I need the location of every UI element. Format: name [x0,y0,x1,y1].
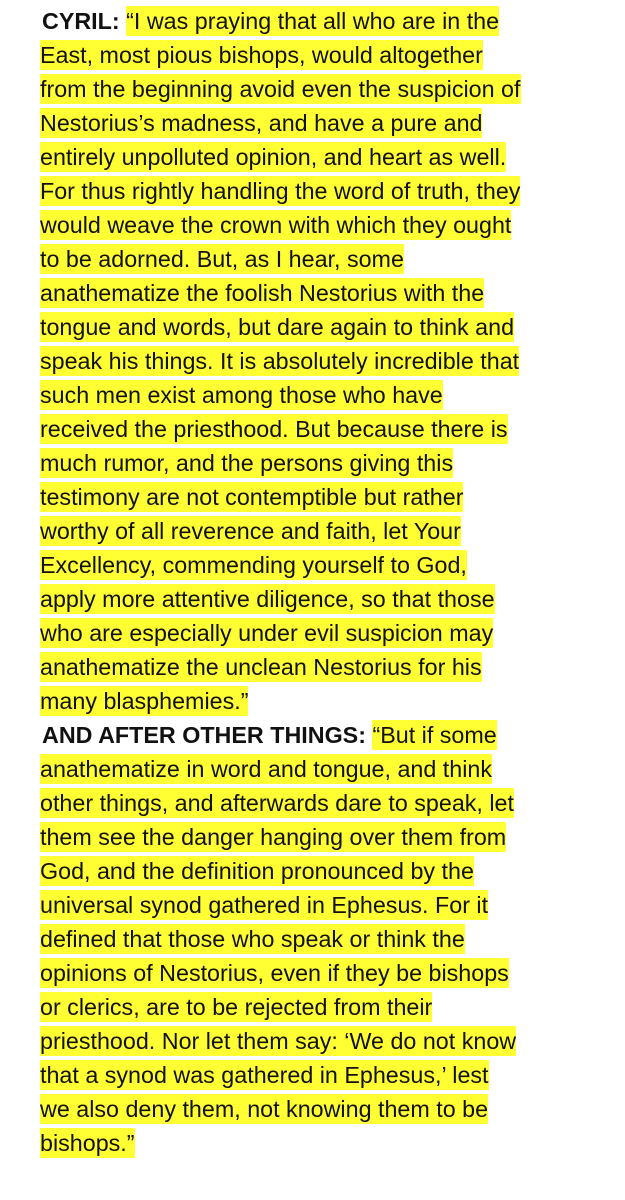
text-line: speak his things. It is absolutely incredible that [40,348,520,374]
text-line: that a synod was gathered in Ephesus,’ lest [40,1062,489,1088]
text-row [40,684,620,718]
text-line: we also deny them, not knowing them to be [40,1096,489,1122]
text-row [40,1058,620,1092]
text-line: Excellency, commending yourself to God, [40,552,467,578]
text-line: “But if some [372,722,497,748]
text-row [40,208,620,242]
text-line: tongue and words, but dare again to think and [40,314,515,340]
text-line: or clerics, are to be rejected from their [40,994,433,1020]
text-line: to be adorned. But, as I hear, some [40,246,404,272]
text-row [40,174,620,208]
text-line: would weave the crown with which they ought [40,212,512,238]
text-row [40,752,620,786]
text-row [40,446,620,480]
text-row [40,956,620,990]
text-line: anathematize the foolish Nestorius with the [40,280,485,306]
text-row [40,854,620,888]
text-row [40,1126,620,1160]
text-row [40,38,620,72]
text-line: apply more attentive diligence, so that those [40,586,495,612]
text-row [40,888,620,922]
text-line: who are especially under evil suspicion may [40,620,494,646]
text-line: universal synod gathered in Ephesus. For it [40,892,489,918]
text-row [40,106,620,140]
text-line: testimony are not contemptible but rather [40,484,464,510]
text-row [40,514,620,548]
text-line: entirely unpolluted opinion, and heart as well. [40,144,507,170]
text-row [40,344,620,378]
text-line: bishops.” [40,1130,135,1156]
text-line: opinions of Nestorius, even if they be bishops [40,960,509,986]
text-row [40,582,620,616]
text-row [40,310,620,344]
text-row [40,786,620,820]
speaker-label: AND AFTER OTHER THINGS: [42,722,366,748]
text-line: them see the danger hanging over them from [40,824,507,850]
text-line: anathematize in word and tongue, and think [40,756,493,782]
text-line: such men exist among those who have [40,382,443,408]
text-row [40,820,620,854]
speaker-label: CYRIL: [42,8,120,34]
paragraph-1-line-1 [40,4,620,38]
text-row [40,412,620,446]
text-line: priesthood. Nor let them say: ‘We do not know [40,1028,517,1054]
text-row [40,548,620,582]
text-line: East, most pious bishops, would altogether [40,42,483,68]
text-row [40,650,620,684]
text-row [40,378,620,412]
text-row [40,72,620,106]
text-line: anathematize the unclean Nestorius for his [40,654,482,680]
text-row [40,616,620,650]
text-line: much rumor, and the persons giving this [40,450,454,476]
text-line: many blasphemies.” [40,688,249,714]
text-line: worthy of all reverence and faith, let Your [40,518,461,544]
text-line: God, and the definition pronounced by the [40,858,474,884]
text-line: other things, and afterwards dare to speak, let [40,790,514,816]
text-line: from the beginning avoid even the suspicion of [40,76,521,102]
text-row [40,140,620,174]
text-row [40,1024,620,1058]
text-line: Nestorius’s madness, and have a pure and [40,110,483,136]
text-row [40,242,620,276]
text-line: “I was praying that all who are in the [126,8,500,34]
text-row [40,990,620,1024]
text-row [40,480,620,514]
text-line: received the priesthood. But because there is [40,416,508,442]
text-row [40,1092,620,1126]
text-line: For thus rightly handling the word of truth, they [40,178,521,204]
text-line: defined that those who speak or think the [40,926,465,952]
paragraph-2-line-1 [40,718,620,752]
text-row [40,276,620,310]
document-page [40,4,620,1160]
text-row [40,922,620,956]
